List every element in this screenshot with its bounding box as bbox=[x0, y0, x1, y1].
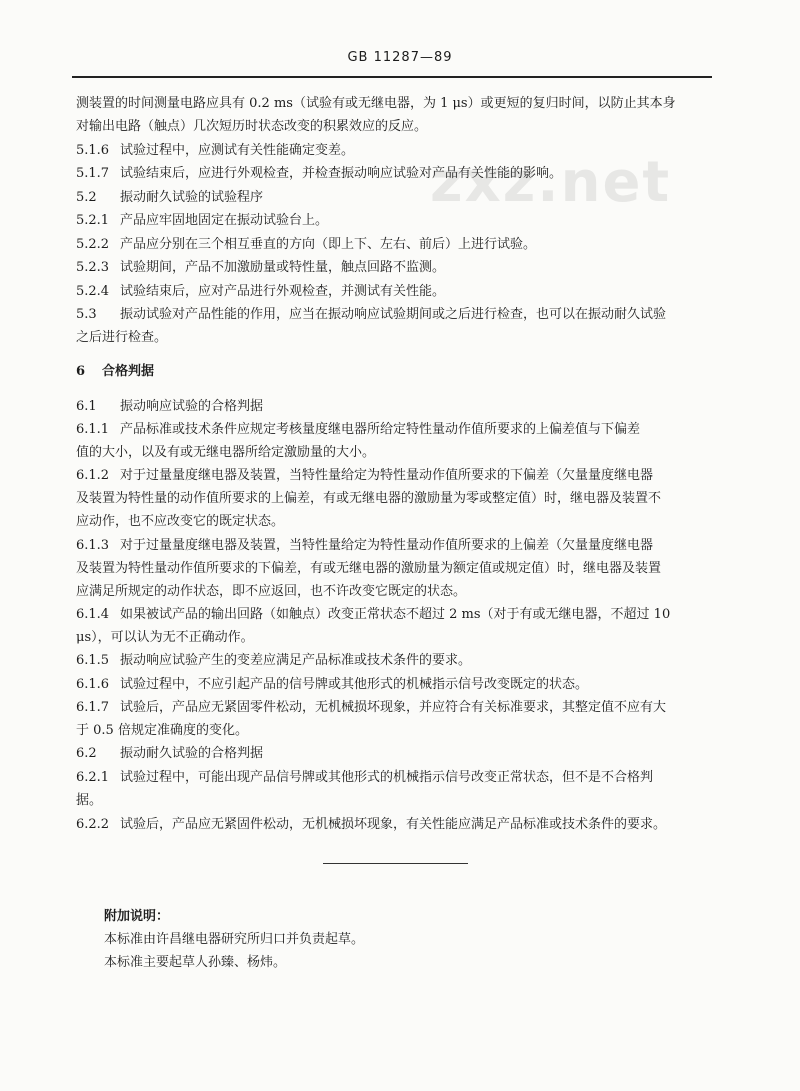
body-line: 及装置为特性量的动作值所要求的上偏差，有或无继电器的激励量为零或整定值）时，继电器及装置不 bbox=[76, 491, 662, 506]
body-line: 据。 bbox=[76, 793, 103, 808]
body-line: 及装置为特性量动作值所要求的下偏差，有或无继电器的激励量为额定值或规定值）时，继电器及装置 bbox=[76, 561, 662, 576]
body-line: 值的大小，以及有或无继电器所给定激励量的大小。 bbox=[76, 445, 376, 460]
clause-6-2: 6.2 振动耐久试验的合格判据 bbox=[76, 746, 264, 761]
clause-6-1-5: 6.1.5 振动响应试验产生的变差应满足产品标准或技术条件的要求。 bbox=[76, 653, 472, 668]
header-rule bbox=[72, 76, 712, 78]
clause-6-2-2: 6.2.2 试验后，产品应无紧固件松动，无机械损坏现象，有关性能应满足产品标准或技术条件的要求。 bbox=[76, 817, 667, 832]
clause-6-1: 6.1 振动响应试验的合格判据 bbox=[76, 399, 264, 414]
section-6-heading: 6 合格判据 bbox=[76, 364, 155, 379]
clause-6-2-1: 6.2.1 试验过程中，可能出现产品信号牌或其他形式的机械指示信号改变正常状态，但不是不合格判 bbox=[76, 770, 654, 785]
body-line: 于 0.5 倍规定准确度的变化。 bbox=[76, 723, 248, 738]
clause-6-1-4: 6.1.4 如果被试产品的输出回路（如触点）改变正常状态不超过 2 ms（对于有或无继电器，不超过 10 bbox=[76, 607, 671, 622]
clause-5-2: 5.2 振动耐久试验的试验程序 bbox=[76, 190, 264, 205]
clause-5-1-6: 5.1.6 试验过程中，应测试有关性能确定变差。 bbox=[76, 143, 355, 158]
end-rule bbox=[323, 863, 468, 864]
body-line: 应满足所规定的动作状态，即不应返回，也不许改变它既定的状态。 bbox=[76, 584, 467, 599]
clause-6-1-3: 6.1.3 对于过量量度继电器及装置，当特性量给定为特性量动作值所要求的上偏差（欠量量度继电器 bbox=[76, 538, 654, 553]
notes-title: 附加说明： bbox=[104, 909, 170, 924]
body-line: μs），可以认为无不正确动作。 bbox=[76, 630, 254, 645]
body-line: 之后进行检查。 bbox=[76, 330, 168, 345]
body-line: 应动作，也不应改变它的既定状态。 bbox=[76, 514, 285, 529]
clause-6-1-2: 6.1.2 对于过量量度继电器及装置，当特性量给定为特性量动作值所要求的下偏差（欠量量度继电器 bbox=[76, 468, 654, 483]
clause-5-2-1: 5.2.1 产品应牢固地固定在振动试验台上。 bbox=[76, 213, 329, 228]
clause-5-1-7: 5.1.7 试验结束后，应进行外观检查，并检查振动响应试验对产品有关性能的影响。 bbox=[76, 166, 563, 181]
body-line: 测装置的时间测量电路应具有 0.2 ms（试验有或无继电器，为 1 μs）或更短的复归时间，以防止其本身 bbox=[76, 96, 676, 111]
clause-5-2-2: 5.2.2 产品应分别在三个相互垂直的方向（即上下、左右、前后）上进行试验。 bbox=[76, 237, 537, 252]
document-header-code: GB 11287—89 bbox=[347, 50, 453, 65]
clause-6-1-1: 6.1.1 产品标准或技术条件应规定考核量度继电器所给定特性量动作值所要求的上偏差值与下偏差 bbox=[76, 422, 641, 437]
clause-5-2-3: 5.2.3 试验期间，产品不加激励量或特性量，触点回路不监测。 bbox=[76, 260, 446, 275]
clause-5-3: 5.3 振动试验对产品性能的作用，应当在振动响应试验期间或之后进行检查，也可以在振动耐久试验 bbox=[76, 307, 667, 322]
clause-5-2-4: 5.2.4 试验结束后，应对产品进行外观检查，并测试有关性能。 bbox=[76, 284, 446, 299]
clause-6-1-7: 6.1.7 试验后，产品应无紧固零件松动，无机械损坏现象，并应符合有关标准要求，其整定值不应有大 bbox=[76, 700, 667, 715]
clause-6-1-6: 6.1.6 试验过程中，不应引起产品的信号牌或其他形式的机械指示信号改变既定的状态。 bbox=[76, 677, 589, 692]
notes-line-2: 本标准主要起草人孙臻、杨炜。 bbox=[104, 955, 287, 970]
watermark: zxz.net bbox=[430, 150, 672, 215]
notes-line-1: 本标准由许昌继电器研究所归口并负责起草。 bbox=[104, 932, 365, 947]
body-line: 对输出电路（触点）几次短历时状态改变的积累效应的反应。 bbox=[76, 119, 428, 134]
